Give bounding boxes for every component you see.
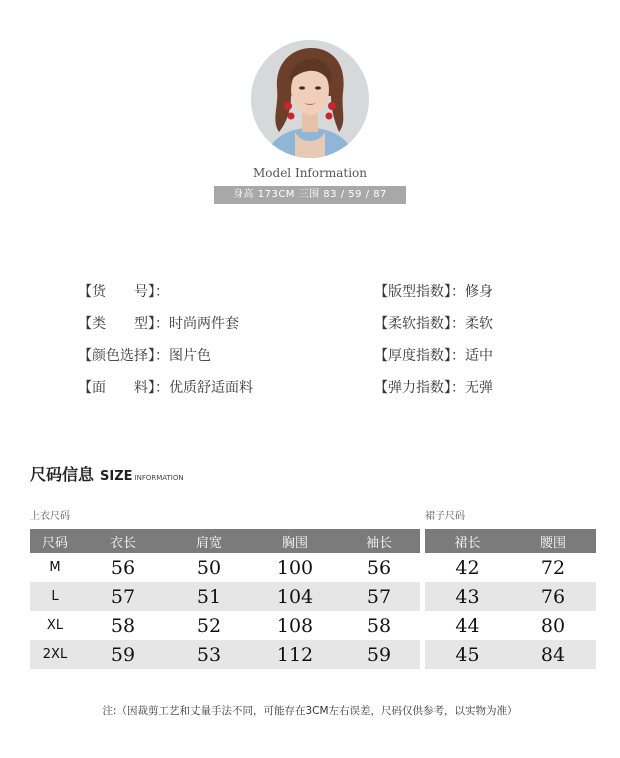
table-cell: 100 [276, 556, 314, 579]
table-cell: 50 [196, 556, 222, 579]
col-header: 肩宽 [166, 529, 252, 553]
size-cell: 2XL [30, 640, 80, 669]
size-title-zh: 尺码信息 [30, 465, 95, 484]
attr-label: 【类 型】： [78, 316, 169, 332]
attr-item-number [78, 282, 169, 302]
attr-label: 【版型指数】： [374, 284, 465, 300]
table-row [30, 611, 420, 640]
model-photo [251, 40, 369, 158]
table-cell: 59 [80, 640, 166, 669]
table-cell: 58 [110, 614, 136, 637]
model-stats-bar: 身高 173CM 三围 83 / 59 / 87 [214, 186, 406, 204]
table-cell: 43 [425, 582, 510, 611]
table-cell: 42 [455, 556, 480, 579]
attr-fabric [78, 378, 253, 398]
attr-label: 【面 料】： [78, 380, 169, 396]
attr-label: 【柔软指数】： [374, 316, 465, 332]
top-size-table [30, 529, 420, 669]
table-cell: 58 [366, 614, 392, 637]
table-row [30, 553, 420, 582]
table-row [30, 582, 420, 611]
table-row [425, 640, 596, 669]
attr-type [78, 314, 239, 334]
attr-value: 适中 [465, 348, 493, 364]
table-cell: 112 [252, 640, 338, 669]
attr-value: 修身 [465, 284, 493, 300]
attr-value: 无弹 [465, 380, 493, 396]
size-cell: XL [46, 618, 64, 633]
attr-softness [374, 314, 493, 334]
table-cell: 44 [455, 614, 480, 637]
attr-value: 柔软 [465, 316, 493, 332]
table-row [425, 553, 596, 582]
table-row [30, 640, 420, 669]
attr-thickness [374, 346, 493, 366]
table-cell: 108 [276, 614, 314, 637]
size-cell: M [49, 560, 61, 575]
model-info-title: Model Information [253, 166, 367, 180]
attr-fit [374, 282, 493, 302]
attr-elasticity [374, 378, 493, 398]
col-header: 腰围 [510, 529, 596, 553]
col-header: 胸围 [252, 529, 338, 553]
skirt-size-label: 裙子尺码 [425, 511, 465, 522]
measurement-note: 注:（因裁剪工艺和丈量手法不同，可能存在3CM左右误差，尺码仅供参考，以实物为准） [102, 705, 518, 717]
table-cell: 76 [510, 582, 596, 611]
table-cell: 72 [540, 556, 566, 579]
size-cell: L [30, 582, 80, 611]
col-header: 裙长 [425, 529, 510, 553]
table-row [425, 582, 596, 611]
table-cell: 56 [110, 556, 136, 579]
table-cell: 52 [196, 614, 222, 637]
attr-label: 【厚度指数】： [374, 348, 465, 364]
attr-label: 【弹力指数】： [374, 380, 465, 396]
table-cell: 57 [80, 582, 166, 611]
table-row [425, 611, 596, 640]
table-cell: 84 [510, 640, 596, 669]
size-section-heading [30, 462, 184, 485]
table-header-row [30, 529, 420, 553]
attr-label: 【货 号】： [78, 284, 169, 300]
table-cell: 104 [252, 582, 338, 611]
table-cell: 59 [338, 640, 420, 669]
top-size-label: 上衣尺码 [30, 511, 70, 522]
col-header: 尺码 [30, 529, 80, 553]
size-title-en: SIZE [100, 469, 133, 484]
attr-value: 图片色 [169, 348, 211, 364]
table-cell: 56 [366, 556, 392, 579]
table-cell: 53 [166, 640, 252, 669]
attr-label: 【颜色选择】： [78, 348, 169, 364]
col-header: 衣长 [80, 529, 166, 553]
table-cell: 51 [166, 582, 252, 611]
table-cell: 45 [425, 640, 510, 669]
table-header-row [425, 529, 596, 553]
col-header: 袖长 [338, 529, 420, 553]
size-title-sub: INFORMATION [134, 474, 184, 482]
table-cell: 80 [540, 614, 566, 637]
attr-value: 时尚两件套 [169, 316, 239, 332]
attr-value: 优质舒适面料 [169, 380, 253, 396]
attr-color [78, 346, 211, 366]
skirt-size-table [425, 529, 596, 669]
table-cell: 57 [338, 582, 420, 611]
